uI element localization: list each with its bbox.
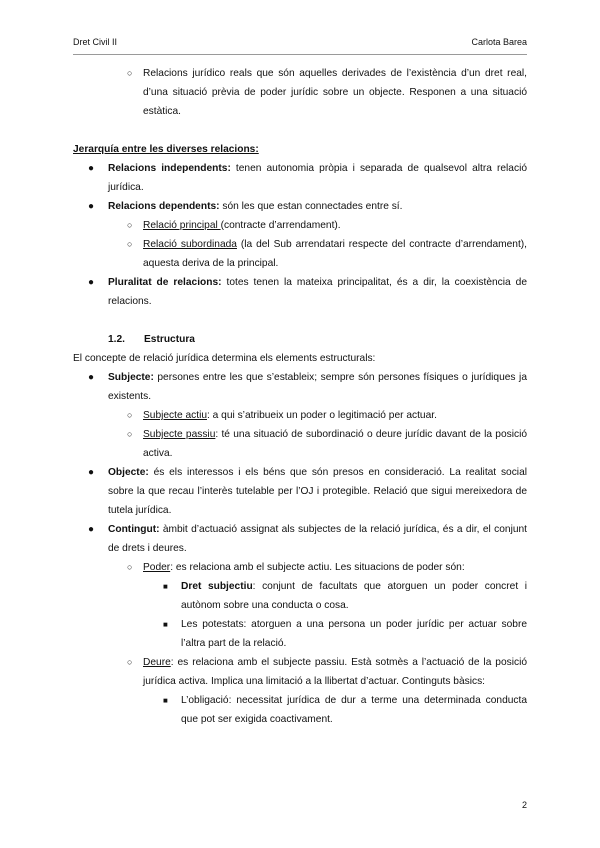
list-item: ○ Relació principal (contracte d’arrendament).	[73, 216, 527, 235]
section-heading: 1.2. Estructura	[108, 334, 195, 345]
list-item: ○ Relació subordinada (la del Sub arrendatari respecte del contracte d’arrendament), aquesta deriva de la principal.	[73, 235, 527, 273]
square-bullet-icon: ■	[163, 620, 168, 629]
circle-bullet-icon: ○	[127, 239, 133, 249]
header-right: Carlota Barea	[471, 37, 527, 47]
list-item: ■ L’obligació: necessitat jurídica de dur a terme una determinada conducta que pot ser exigida coactivament.	[73, 691, 527, 729]
jerarquia-heading: Jerarquía entre les diverses relacions:	[73, 144, 259, 155]
dot-bullet-icon: ●	[88, 524, 95, 535]
list-item: ● Pluralitat de relacions: totes tenen la mateixa principalitat, és a dir, la coexistència de relacions.	[73, 273, 527, 311]
circle-bullet-icon: ○	[127, 657, 133, 667]
intro-paragraph: El concepte de relació jurídica determina els elements estructurals:	[73, 353, 376, 364]
list-item: ● Relacions dependents: són les que estan connectades entre sí.	[73, 197, 527, 216]
list-item: ○ Relacions jurídico reals que són aquelles derivades de l’existència d’un dret real, d’una situació prèvia de poder jurídic sobre un objecte. Responen a una situació estàtica.	[73, 64, 527, 121]
circle-bullet-icon: ○	[127, 220, 133, 230]
header-left: Dret Civil II	[73, 37, 118, 47]
dot-bullet-icon: ●	[88, 467, 95, 478]
square-bullet-icon: ■	[163, 696, 168, 705]
document-body	[73, 64, 527, 729]
list-item: ● Contingut: àmbit d’actuació assignat als subjectes de la relació jurídica, és a dir, el conjunt de drets i deures.	[73, 520, 527, 558]
circle-bullet-icon: ○	[127, 68, 133, 78]
square-bullet-icon: ■	[163, 582, 168, 591]
list-item: ● Subjecte: persones entre les que s’estableix; sempre són persones físiques o jurídiques ja existents.	[73, 368, 527, 406]
page-number: 2	[521, 800, 527, 810]
list-item: ○ Deure: es relaciona amb el subjecte passiu. Està sotmès a l’actuació de la posició jurídica activa. Implica una limitació a la llibertat d’actuar. Continguts bàsics:	[73, 653, 527, 691]
dot-bullet-icon: ●	[88, 277, 95, 288]
header-divider	[73, 54, 527, 55]
dot-bullet-icon: ●	[88, 201, 95, 212]
list-item: ○ Poder: es relaciona amb el subjecte actiu. Les situacions de poder són:	[73, 558, 527, 577]
list-item: ■ Les potestats: atorguen a una persona un poder jurídic per actuar sobre l’altra part de la relació.	[73, 615, 527, 653]
circle-bullet-icon: ○	[127, 429, 133, 439]
circle-bullet-icon: ○	[127, 562, 133, 572]
list-item: ○ Subjecte actiu: a qui s’atribueix un poder o legitimació per actuar.	[73, 406, 527, 425]
list-item: ○ Subjecte passiu: té una situació de subordinació o deure jurídic davant de la posició activa.	[73, 425, 527, 463]
list-item: ■ Dret subjectiu: conjunt de facultats que atorguen un poder concret i autònom sobre una conducta o cosa.	[73, 577, 527, 615]
dot-bullet-icon: ●	[88, 163, 95, 174]
list-item: ● Objecte: és els interessos i els béns que són presos en consideració. La realitat social sobre la que recau l’interès tutelable per l’OJ i protegible. Relació que sigui mereixedora de tutela jurídica.	[73, 463, 527, 520]
circle-bullet-icon: ○	[127, 410, 133, 420]
dot-bullet-icon: ●	[88, 372, 95, 383]
list-item: ● Relacions independents: tenen autonomia pròpia i separada de qualsevol altra relació jurídica.	[73, 159, 527, 197]
